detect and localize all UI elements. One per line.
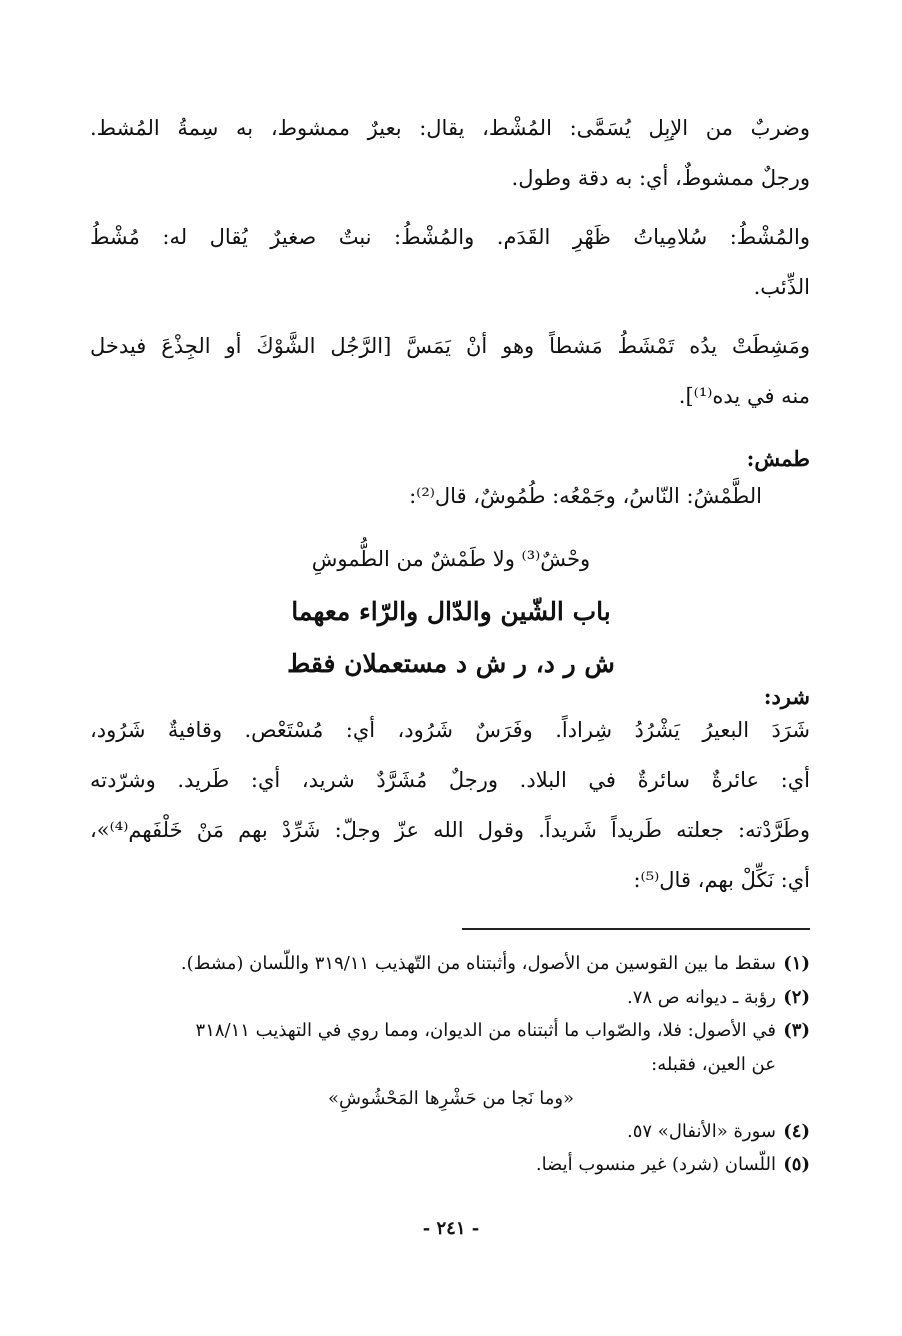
footnote-text: سقط ما بين القوسين من الأصول، وأثبتناه من التّهذيب ٣١٩/١١ واللّسان (مشط). [180,953,776,974]
footnote [627,1121,810,1143]
body-line: ومَشِطَتْ يدُه تَمْشَطُ مَشطاً وهو أنْ يَمَسَّ [الرَّجُل الشَّوْكَ أو الجِذْعَ فيدخل [90,334,810,358]
body-line: أي: عائرةٌ سائرةٌ في البلاد. ورجلٌ مُشَرَّدٌ شريد، أي: طَريد. وشرّدته [90,768,810,792]
footnote-text: رؤبة ـ ديوانه ص ٧٨. [626,987,776,1008]
footnote-text: في الأصول: فلا، والصّواب ما أثبتناه من الديوان، ومما روي في التهذيب ٣١٨/١١ [195,1020,776,1041]
body-line: منه في يده⁽¹⁾]. [678,384,810,408]
footnote-number: (١) [783,953,810,974]
footnote [627,987,810,1009]
footnote-text: سورة «الأنفال» ٥٧. [627,1121,776,1142]
body-line: والمُشْطُ: سُلامِياتُ ظَهْرِ القَدَم. والمُشْطُ: نبتٌ صغيرٌ يُقال له: مُشْطُ [90,225,810,249]
entry-heading: شرد: [763,684,810,709]
footnote [536,1154,810,1176]
chapter-title: باب الشّين والدّال والرّاء معهما [291,597,611,626]
body-line: وضربٌ من الإبِل يُسَمَّى: المُشْط، يقال: بعيرٌ ممشوط، به سِمةُ المُشط. [90,116,810,140]
footnote-verse: «وما نَجا من حَشْرِها المَحْشُوشِ» [327,1088,575,1109]
body-line: الطَّمْشُ: النّاسُ، وجَمْعُه: طُمُوشٌ، قال⁽²⁾: [409,484,762,508]
footnote [181,953,810,975]
footnote [196,1020,810,1042]
footnote-number: (٢) [783,987,810,1008]
page-number: - ٢٤١ - [422,1218,480,1239]
chapter-subtitle: ش ر د، ر ش د مستعملان فقط [287,649,615,678]
body-line: وطَرَّدْته: جعلته طَريداً شَريداً. وقول الله عزّ وجلّ: شَرِّدْ بهم مَنْ خَلْفَهم⁽⁴⁾»، [90,818,810,842]
body-line: شَرَدَ البعيرُ يَشْرُدُ شِراداً. وفَرَسٌ شَرُود، أي: مُسْتَعْص. وقافيةٌ شَرُود، [90,718,810,742]
footnote-number: (٥) [783,1154,810,1175]
verse-line: وحْشٌ⁽³⁾ ولا طَمْشٌ من الطُّموشِ [311,547,591,571]
body-line: ورجلٌ ممشوطٌ، أي: به دقة وطول. [511,166,810,190]
body-line: أي: نَكِّلْ بهم، قال⁽⁵⁾: [633,868,810,892]
footnote-number: (٣) [783,1020,810,1041]
body-line: الذِّئب. [753,275,810,299]
entry-heading: طمش: [746,446,810,471]
footnote-text: اللّسان (شرد) غير منسوب أيضا. [535,1154,776,1175]
footnote-number: (٤) [783,1121,810,1142]
footnote-divider [462,928,810,930]
footnote-continuation: عن العين، فقبله: [651,1054,776,1075]
